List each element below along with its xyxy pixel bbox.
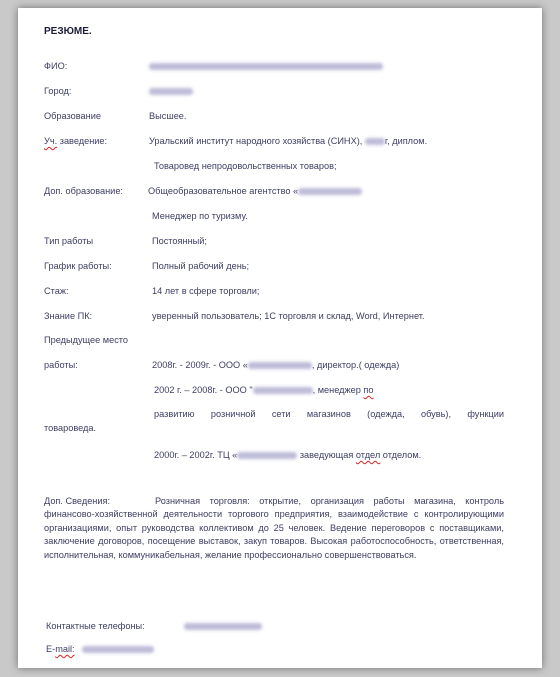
redacted-fio xyxy=(149,63,383,70)
phones-value-redacted xyxy=(184,620,262,632)
institution-line xyxy=(149,135,427,147)
job2-description-line2: товароведа. xyxy=(44,423,97,433)
redacted-company-3 xyxy=(237,452,297,459)
previous-work-label-line2: работы: xyxy=(44,360,78,370)
redacted-agency xyxy=(298,188,362,195)
job3-prefix: 2000г. – 2002г. ТЦ « xyxy=(154,450,238,460)
email-label-b: mail: xyxy=(55,644,75,654)
redacted-company-1 xyxy=(248,362,312,369)
email-label xyxy=(46,643,75,655)
redacted-email xyxy=(82,646,154,653)
schedule-label: График работы: xyxy=(44,261,112,271)
resume-title: РЕЗЮМЕ. xyxy=(44,26,92,37)
specialty: Товаровед непродовольственных товаров; xyxy=(154,161,337,171)
work-type-value: Постоянный; xyxy=(152,236,207,246)
extra-education-label: Доп. образование: xyxy=(44,186,123,196)
institution-suffix: г, диплом. xyxy=(384,136,428,146)
experience-label: Стаж: xyxy=(44,286,69,296)
job-entry-1 xyxy=(152,359,399,371)
redacted-phone xyxy=(184,623,262,630)
redacted-company-2 xyxy=(253,387,313,394)
extra-education-value: Общеобразовательное агентство « xyxy=(148,186,299,196)
redacted-city xyxy=(149,88,193,95)
education-label: Образование xyxy=(44,111,101,121)
city-label: Город: xyxy=(44,86,72,96)
job-entry-2 xyxy=(154,384,374,396)
pc-value: уверенный пользователь; 1С торговля и склад, Word, Интернет. xyxy=(152,311,425,321)
city-value-redacted xyxy=(149,85,193,97)
fio-value-redacted xyxy=(149,60,383,72)
email-label-a: E- xyxy=(46,644,56,654)
education-value: Высшее. xyxy=(149,111,187,121)
additional-info-line1: Розничная торговля: открытие, организация работы магазина, контроль xyxy=(155,496,504,506)
resume-page xyxy=(18,8,542,668)
redacted-year xyxy=(365,138,385,145)
phones-label: Контактные телефоны: xyxy=(46,621,145,631)
job1-suffix: , директор.( одежда) xyxy=(311,360,400,370)
job-entry-3 xyxy=(154,449,421,461)
additional-info-label: Доп. Сведения: xyxy=(44,496,111,506)
previous-work-label-line1: Предыдущее место xyxy=(44,335,129,345)
fio-label: ФИО: xyxy=(44,61,68,71)
job3-suffix-c: отделом. xyxy=(380,450,422,460)
job2-suffix-a: , менеджер xyxy=(312,385,364,395)
work-type-label: Тип работы xyxy=(44,236,94,246)
job2-description-line1: развитию розничной сети магазинов (одежда, обувь), функции xyxy=(154,409,504,419)
additional-info-body: финансово-хозяйственной деятельности торгового предприятия, взаимодействие с контролирующими организациями, опыт руководства коллективом до 25 человек. Ведение переговоров с поставщиками, заключение договоров, посещение выставок, закуп товаров. Высокая работоспособность, ответственная, исполнительная, коммуникабельная, желание профессионально совершенствоваться. xyxy=(44,509,504,560)
institution-label-prefix: Уч. xyxy=(44,136,58,146)
job2-prefix: 2002 г. – 2008г. - ООО " xyxy=(154,385,253,395)
extra-education-specialty: Менеджер по туризму. xyxy=(152,211,248,221)
institution-label-rest: заведение: xyxy=(57,136,108,146)
institution-label xyxy=(44,135,107,147)
extra-education-line xyxy=(148,185,362,197)
pc-label: Знание ПК: xyxy=(44,311,93,321)
job2-suffix-b: по xyxy=(363,385,374,395)
job1-prefix: 2008г. - 2009г. - ООО « xyxy=(152,360,248,370)
job3-suffix-a: заведующая xyxy=(297,450,356,460)
experience-value: 14 лет в сфере торговли; xyxy=(152,286,260,296)
email-value-redacted xyxy=(82,643,154,655)
schedule-value: Полный рабочий день; xyxy=(152,261,250,271)
job3-suffix-b: отдел xyxy=(355,450,381,460)
institution-value: Уральский институт народного хозяйства (СИНХ), xyxy=(149,136,363,146)
